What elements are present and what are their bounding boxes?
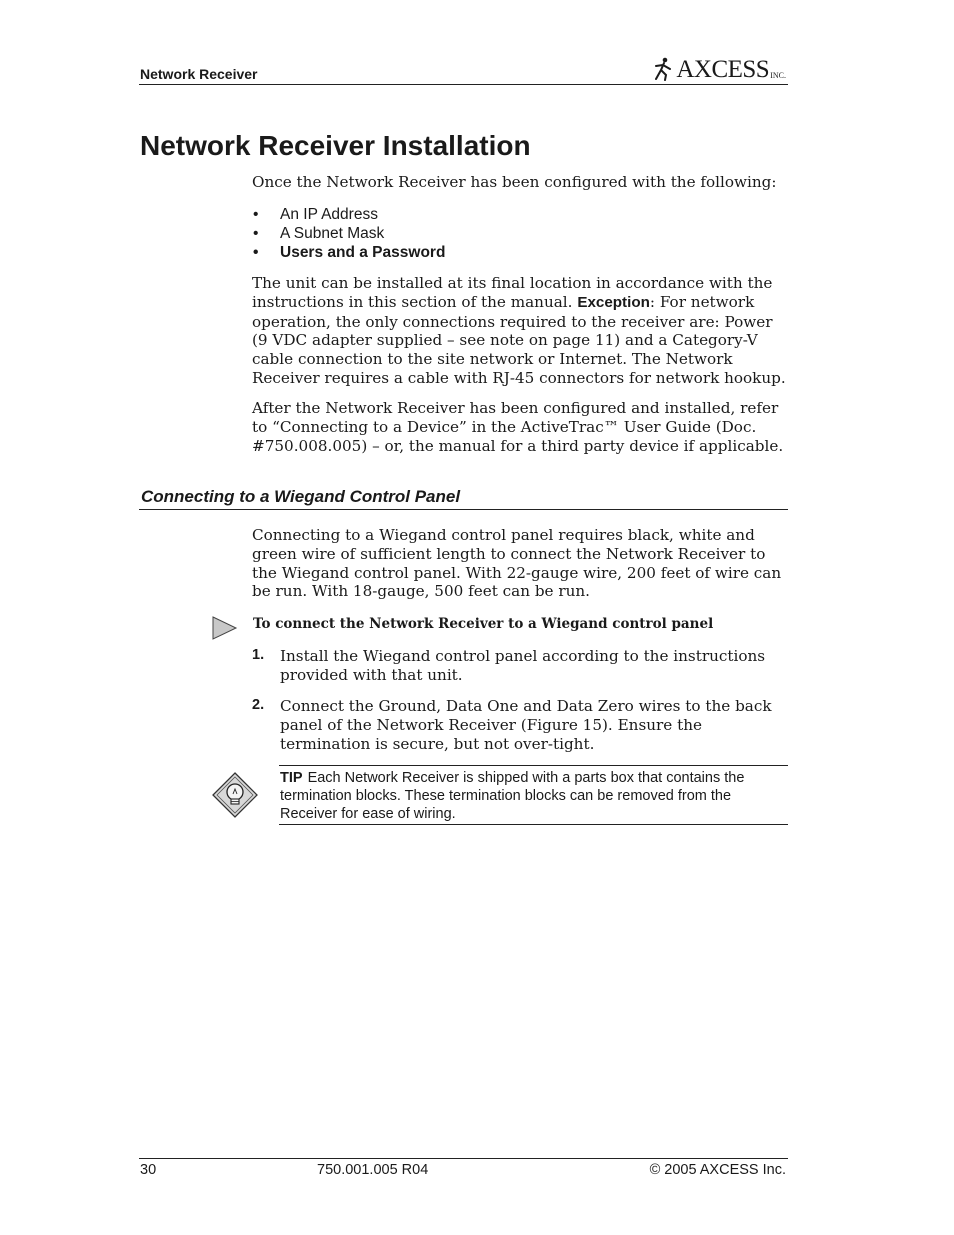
page-number: 30	[140, 1162, 157, 1178]
exception-text: : For network operation, the only connections required to the receiver are: Power (9 VDC adapter supplied – see note on page 11) and a Category-V cable connection to the site network or Internet. The Network Receiver requires a cable with RJ-45 connectors for network hookup.	[252, 292, 786, 387]
list-item: • An IP Address	[252, 205, 445, 224]
page-header	[139, 50, 788, 85]
list-item: • A Subnet Mask	[252, 224, 445, 243]
runner-figure-icon	[652, 57, 674, 81]
procedure-arrow-icon	[212, 616, 238, 640]
procedure-title: To connect the Network Receiver to a Wiegand control panel	[253, 616, 714, 632]
list-item: • Users and a Password	[252, 243, 445, 262]
section-heading	[139, 485, 788, 510]
install-paragraph	[252, 274, 792, 388]
step-number: 2.	[252, 697, 265, 713]
intro-paragraph: Once the Network Receiver has been configured with the following:	[252, 173, 777, 191]
install-text: The unit can be installed at its final location in accordance with the instructions in this section of the manual.	[252, 274, 773, 311]
tip-content	[280, 769, 790, 823]
page-title: Network Receiver Installation	[140, 130, 531, 161]
logo-suffix: INC.	[770, 71, 786, 80]
page-footer	[139, 1158, 788, 1181]
lightbulb-tip-icon	[212, 772, 258, 818]
document-number: 750.001.005 R04	[317, 1162, 429, 1178]
section-title: Connecting to a Wiegand Control Panel	[141, 487, 461, 506]
wiegand-paragraph: Connecting to a Wiegand control panel requires black, white and green wire of sufficient length to connect the Network Receiver to the Wiegand control panel. With 22-gauge wire, 200 feet of wire can be run. With 18-gauge, 500 feet can be run.	[252, 526, 782, 601]
header-title: Network Receiver	[140, 66, 258, 82]
step-text: Connect the Ground, Data One and Data Zero wires to the back panel of the Network Receiver (Figure 15). Ensure the termination is secure, but not over-tight.	[280, 697, 772, 753]
logo-word: AXCESS	[676, 56, 770, 83]
config-list	[252, 205, 445, 262]
exception-label: Exception	[577, 293, 650, 311]
reference-paragraph: After the Network Receiver has been configured and installed, refer to “Connecting to a Device” in the ActiveTrac™ User Guide (Doc. #750.008.005) – or, the manual for a third party device if applicable.	[252, 399, 784, 455]
tip-text: Each Network Receiver is shipped with a parts box that contains the termination blocks. These termination blocks can be removed from the Receiver for ease of wiring.	[280, 770, 745, 822]
tip-box	[279, 765, 788, 825]
step-text: Install the Wiegand control panel according to the instructions provided with that unit.	[280, 647, 766, 684]
step-number: 1.	[252, 647, 265, 663]
axcess-logo	[652, 57, 786, 81]
tip-label: TIP	[280, 770, 303, 786]
copyright: © 2005 AXCESS Inc.	[649, 1162, 786, 1178]
